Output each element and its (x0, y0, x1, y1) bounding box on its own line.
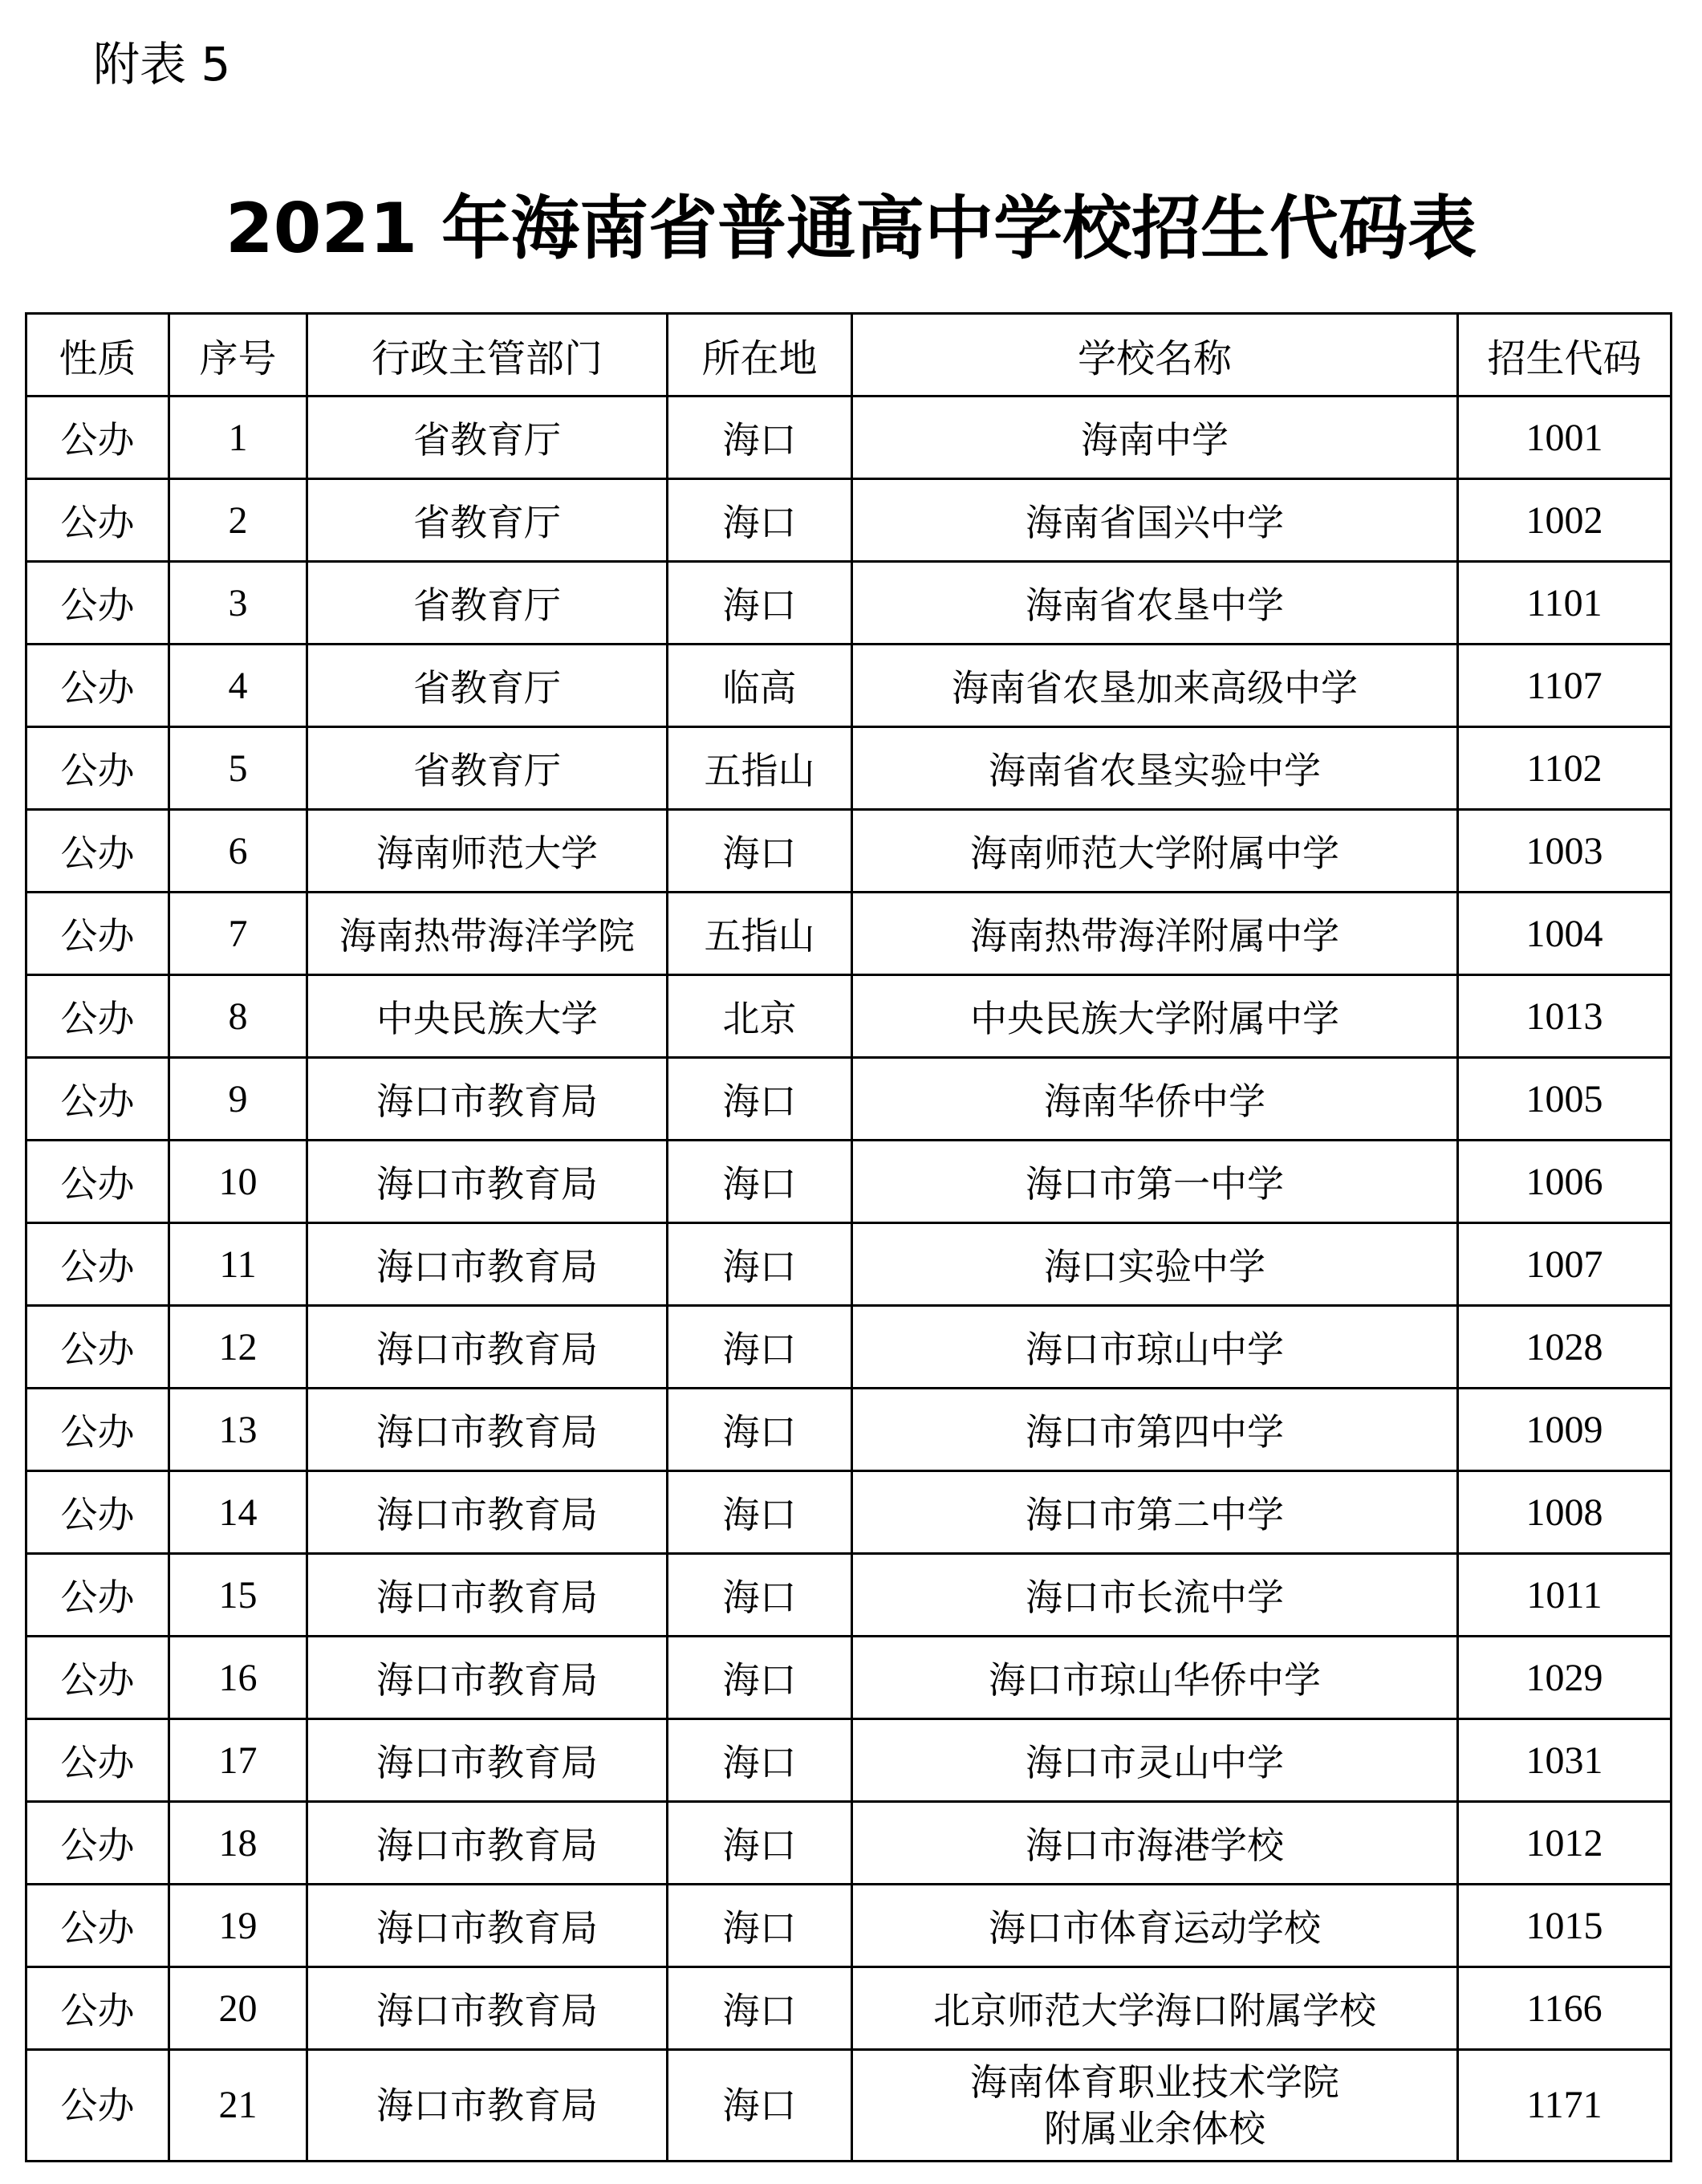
cell-school: 海南中学 (852, 397, 1458, 479)
table-row (26, 1223, 1672, 1306)
cell-dept: 海口市教育局 (307, 2050, 668, 2162)
header-location: 所在地 (668, 314, 852, 397)
cell-nature: 公办 (26, 727, 169, 810)
cell-seq: 3 (169, 562, 307, 645)
cell-nature: 公办 (26, 1719, 169, 1802)
cell-seq: 1 (169, 397, 307, 479)
cell-school: 海口市海港学校 (852, 1802, 1458, 1885)
header-seq: 序号 (169, 314, 307, 397)
cell-school: 海口市长流中学 (852, 1554, 1458, 1637)
cell-location: 海口 (668, 479, 852, 562)
table-header-row (26, 314, 1672, 397)
cell-nature: 公办 (26, 1471, 169, 1554)
cell-seq: 2 (169, 479, 307, 562)
cell-code: 1008 (1458, 1471, 1672, 1554)
cell-nature: 公办 (26, 1967, 169, 2050)
cell-school: 海口市第二中学 (852, 1471, 1458, 1554)
cell-dept: 海口市教育局 (307, 1389, 668, 1471)
cell-nature: 公办 (26, 1389, 169, 1471)
header-nature: 性质 (26, 314, 169, 397)
table-row (26, 810, 1672, 893)
cell-dept: 海口市教育局 (307, 1306, 668, 1389)
cell-location: 海口 (668, 1802, 852, 1885)
cell-seq: 21 (169, 2050, 307, 2162)
cell-nature: 公办 (26, 810, 169, 893)
cell-code: 1003 (1458, 810, 1672, 893)
cell-nature: 公办 (26, 479, 169, 562)
cell-location: 海口 (668, 1141, 852, 1223)
table-row (26, 1719, 1672, 1802)
cell-school: 海口市灵山中学 (852, 1719, 1458, 1802)
cell-dept: 中央民族大学 (307, 975, 668, 1058)
cell-code: 1015 (1458, 1885, 1672, 1967)
cell-school: 海口实验中学 (852, 1223, 1458, 1306)
cell-nature: 公办 (26, 1885, 169, 1967)
cell-seq: 9 (169, 1058, 307, 1141)
school-name-line-1: 海南体育职业技术学院 (970, 2060, 1339, 2104)
cell-school: 北京师范大学海口附属学校 (852, 1967, 1458, 2050)
cell-seq: 6 (169, 810, 307, 893)
cell-location: 海口 (668, 810, 852, 893)
cell-code: 1007 (1458, 1223, 1672, 1306)
cell-nature: 公办 (26, 1058, 169, 1141)
cell-school: 海口市体育运动学校 (852, 1885, 1458, 1967)
table-row (26, 727, 1672, 810)
cell-seq: 5 (169, 727, 307, 810)
table-row (26, 2050, 1672, 2162)
cell-seq: 13 (169, 1389, 307, 1471)
cell-location: 海口 (668, 1306, 852, 1389)
cell-school: 海南省国兴中学 (852, 479, 1458, 562)
cell-nature: 公办 (26, 1223, 169, 1306)
cell-dept: 海口市教育局 (307, 1637, 668, 1719)
cell-code: 1006 (1458, 1141, 1672, 1223)
table-row (26, 1306, 1672, 1389)
table-row (26, 1554, 1672, 1637)
cell-code: 1031 (1458, 1719, 1672, 1802)
table-row (26, 1141, 1672, 1223)
cell-nature: 公办 (26, 1637, 169, 1719)
cell-code: 1001 (1458, 397, 1672, 479)
cell-location: 海口 (668, 1389, 852, 1471)
table-row (26, 1967, 1672, 2050)
cell-school: 海南华侨中学 (852, 1058, 1458, 1141)
cell-code: 1004 (1458, 893, 1672, 975)
table-row (26, 562, 1672, 645)
table-row (26, 1058, 1672, 1141)
cell-location: 海口 (668, 1719, 852, 1802)
cell-school: 海南省农垦实验中学 (852, 727, 1458, 810)
page-title: 2021 年海南省普通高中学校招生代码表 (225, 189, 1477, 269)
cell-dept: 海南热带海洋学院 (307, 893, 668, 975)
header-dept: 行政主管部门 (307, 314, 668, 397)
table-row (26, 893, 1672, 975)
cell-dept: 省教育厅 (307, 645, 668, 727)
cell-code: 1171 (1458, 2050, 1672, 2162)
cell-code: 1009 (1458, 1389, 1672, 1471)
table-row (26, 1885, 1672, 1967)
cell-location: 五指山 (668, 893, 852, 975)
cell-seq: 20 (169, 1967, 307, 2050)
cell-dept: 海口市教育局 (307, 1719, 668, 1802)
cell-nature: 公办 (26, 893, 169, 975)
cell-nature: 公办 (26, 1141, 169, 1223)
cell-location: 海口 (668, 2050, 852, 2162)
table-row (26, 645, 1672, 727)
table-row (26, 479, 1672, 562)
cell-location: 海口 (668, 562, 852, 645)
cell-seq: 7 (169, 893, 307, 975)
cell-seq: 12 (169, 1306, 307, 1389)
cell-seq: 15 (169, 1554, 307, 1637)
cell-location: 五指山 (668, 727, 852, 810)
cell-location: 北京 (668, 975, 852, 1058)
cell-code: 1002 (1458, 479, 1672, 562)
cell-code: 1102 (1458, 727, 1672, 810)
table-row (26, 1637, 1672, 1719)
cell-nature: 公办 (26, 1554, 169, 1637)
cell-location: 海口 (668, 1223, 852, 1306)
cell-dept: 海口市教育局 (307, 1967, 668, 2050)
cell-location: 海口 (668, 397, 852, 479)
cell-dept: 省教育厅 (307, 479, 668, 562)
cell-dept: 海口市教育局 (307, 1223, 668, 1306)
cell-code: 1011 (1458, 1554, 1672, 1637)
cell-seq: 14 (169, 1471, 307, 1554)
header-code: 招生代码 (1458, 314, 1672, 397)
cell-dept: 海口市教育局 (307, 1885, 668, 1967)
cell-code: 1166 (1458, 1967, 1672, 2050)
cell-seq: 10 (169, 1141, 307, 1223)
cell-school: 海南师范大学附属中学 (852, 810, 1458, 893)
cell-school: 海口市琼山中学 (852, 1306, 1458, 1389)
cell-dept: 海南师范大学 (307, 810, 668, 893)
cell-school: 海口市第四中学 (852, 1389, 1458, 1471)
cell-school: 海南省农垦中学 (852, 562, 1458, 645)
cell-dept: 海口市教育局 (307, 1471, 668, 1554)
cell-dept: 省教育厅 (307, 397, 668, 479)
cell-code: 1012 (1458, 1802, 1672, 1885)
cell-dept: 省教育厅 (307, 727, 668, 810)
cell-location: 海口 (668, 1058, 852, 1141)
school-code-table (25, 312, 1672, 2162)
cell-nature: 公办 (26, 2050, 169, 2162)
cell-location: 海口 (668, 1471, 852, 1554)
table-row (26, 975, 1672, 1058)
cell-seq: 4 (169, 645, 307, 727)
appendix-label: 附表 5 (93, 37, 231, 92)
cell-location: 临高 (668, 645, 852, 727)
cell-code: 1029 (1458, 1637, 1672, 1719)
cell-code: 1107 (1458, 645, 1672, 727)
cell-school: 海南省农垦加来高级中学 (852, 645, 1458, 727)
header-school: 学校名称 (852, 314, 1458, 397)
cell-seq: 18 (169, 1802, 307, 1885)
table-row (26, 1802, 1672, 1885)
cell-code: 1013 (1458, 975, 1672, 1058)
cell-nature: 公办 (26, 397, 169, 479)
cell-seq: 19 (169, 1885, 307, 1967)
cell-code: 1028 (1458, 1306, 1672, 1389)
cell-nature: 公办 (26, 562, 169, 645)
cell-dept: 海口市教育局 (307, 1058, 668, 1141)
cell-location: 海口 (668, 1554, 852, 1637)
cell-school: 海口市第一中学 (852, 1141, 1458, 1223)
table-row (26, 397, 1672, 479)
cell-school: 海口市琼山华侨中学 (852, 1637, 1458, 1719)
cell-school: 海南热带海洋附属中学 (852, 893, 1458, 975)
cell-seq: 17 (169, 1719, 307, 1802)
cell-location: 海口 (668, 1885, 852, 1967)
cell-school: 中央民族大学附属中学 (852, 975, 1458, 1058)
cell-nature: 公办 (26, 1306, 169, 1389)
cell-dept: 海口市教育局 (307, 1554, 668, 1637)
cell-dept: 海口市教育局 (307, 1141, 668, 1223)
cell-seq: 16 (169, 1637, 307, 1719)
cell-seq: 8 (169, 975, 307, 1058)
cell-dept: 省教育厅 (307, 562, 668, 645)
cell-code: 1101 (1458, 562, 1672, 645)
cell-location: 海口 (668, 1637, 852, 1719)
cell-seq: 11 (169, 1223, 307, 1306)
cell-code: 1005 (1458, 1058, 1672, 1141)
school-name-line-2: 附属业余体校 (1044, 2107, 1265, 2150)
table-row (26, 1471, 1672, 1554)
cell-location: 海口 (668, 1967, 852, 2050)
cell-nature: 公办 (26, 1802, 169, 1885)
cell-nature: 公办 (26, 645, 169, 727)
cell-dept: 海口市教育局 (307, 1802, 668, 1885)
table-row (26, 1389, 1672, 1471)
cell-school (852, 2050, 1458, 2162)
cell-nature: 公办 (26, 975, 169, 1058)
